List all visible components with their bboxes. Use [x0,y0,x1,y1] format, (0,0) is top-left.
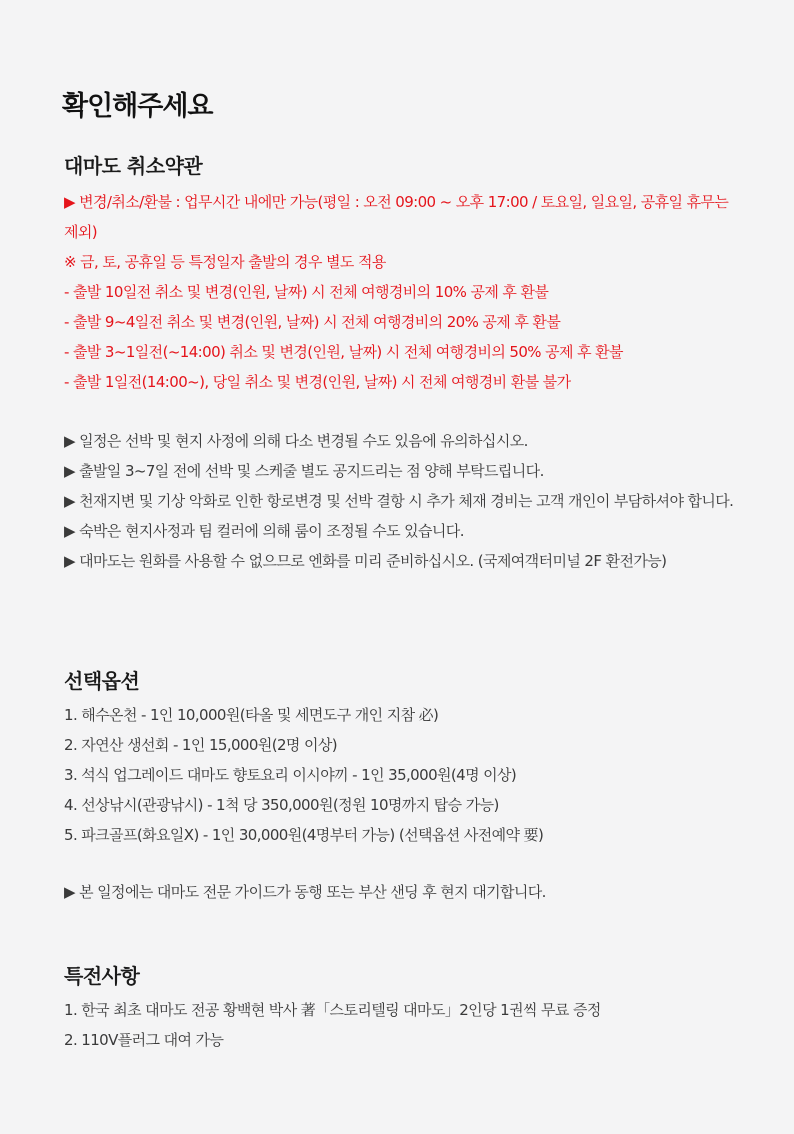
note-line: ▶ 본 일정에는 대마도 전문 가이드가 동행 또는 부산 샌딩 후 현지 대기합니다. [64,883,546,901]
cancel-policy-heading: 대마도 취소약관 [64,154,203,178]
note-line: ▶ 천재지변 및 기상 악화로 인한 항로변경 및 선박 결항 시 추가 체재 경비는 고객 개인이 부담하셔야 합니다. [64,492,734,510]
list-item: 3. 석식 업그레이드 대마도 향토요리 이시야끼 - 1인 35,000원(4명 이상) [64,766,517,784]
list-item: 1. 한국 최초 대마도 전공 황백현 박사 著「스토리텔링 대마도」2인당 1권씩 무료 증정 [64,1001,601,1019]
policy-line: - 출발 3~1일전(~14:00) 취소 및 변경(인원, 날짜) 시 전체 여행경비의 50% 공제 후 환불 [64,343,623,361]
policy-line: - 출발 9~4일전 취소 및 변경(인원, 날짜) 시 전체 여행경비의 20% 공제 후 환불 [64,313,561,331]
policy-line: - 출발 1일전(14:00~), 당일 취소 및 변경(인원, 날짜) 시 전체 여행경비 환불 불가 [64,373,571,391]
cancel-policy-notes [64,426,744,576]
list-item: 1. 해수온천 - 1인 10,000원(타올 및 세면도구 개인 지참 必) [64,706,439,724]
benefits-list [64,995,744,1055]
list-item: 2. 110V플러그 대여 가능 [64,1031,224,1049]
note-line: ▶ 출발일 3~7일 전에 선박 및 스케줄 별도 공지드리는 점 양해 부탁드립니다. [64,462,544,480]
policy-line: - 출발 10일전 취소 및 변경(인원, 날짜) 시 전체 여행경비의 10% 공제 후 환불 [64,283,549,301]
note-line: ▶ 일정은 선박 및 현지 사정에 의해 다소 변경될 수도 있음에 유의하십시오. [64,432,528,450]
options-list [64,700,744,850]
list-item: 5. 파크골프(화요일X) - 1인 30,000원(4명부터 가능) (선택옵션 사전예약 要) [64,826,544,844]
note-line: ▶ 숙박은 현지사정과 팀 컬러에 의해 룸이 조정될 수도 있습니다. [64,522,464,540]
options-note [64,877,744,907]
policy-line: ▶ 변경/취소/환불 : 업무시간 내에만 가능(평일 : 오전 09:00 ~ 오후 17:00 / 토요일, 일요일, 공휴일 휴무는 제외) [64,193,729,241]
policy-line: ※ 금, 토, 공휴일 등 특정일자 출발의 경우 별도 적용 [64,253,386,271]
benefits-heading: 특전사항 [64,964,140,988]
cancel-policy-red-list [64,187,744,397]
options-heading: 선택옵션 [64,669,140,693]
page-title: 확인해주세요 [62,91,213,122]
note-line: ▶ 대마도는 원화를 사용할 수 없으므로 엔화를 미리 준비하십시오. (국제여객터미널 2F 환전가능) [64,552,667,570]
list-item: 4. 선상낚시(관광낚시) - 1척 당 350,000원(정원 10명까지 탑승 가능) [64,796,499,814]
list-item: 2. 자연산 생선회 - 1인 15,000원(2명 이상) [64,736,338,754]
